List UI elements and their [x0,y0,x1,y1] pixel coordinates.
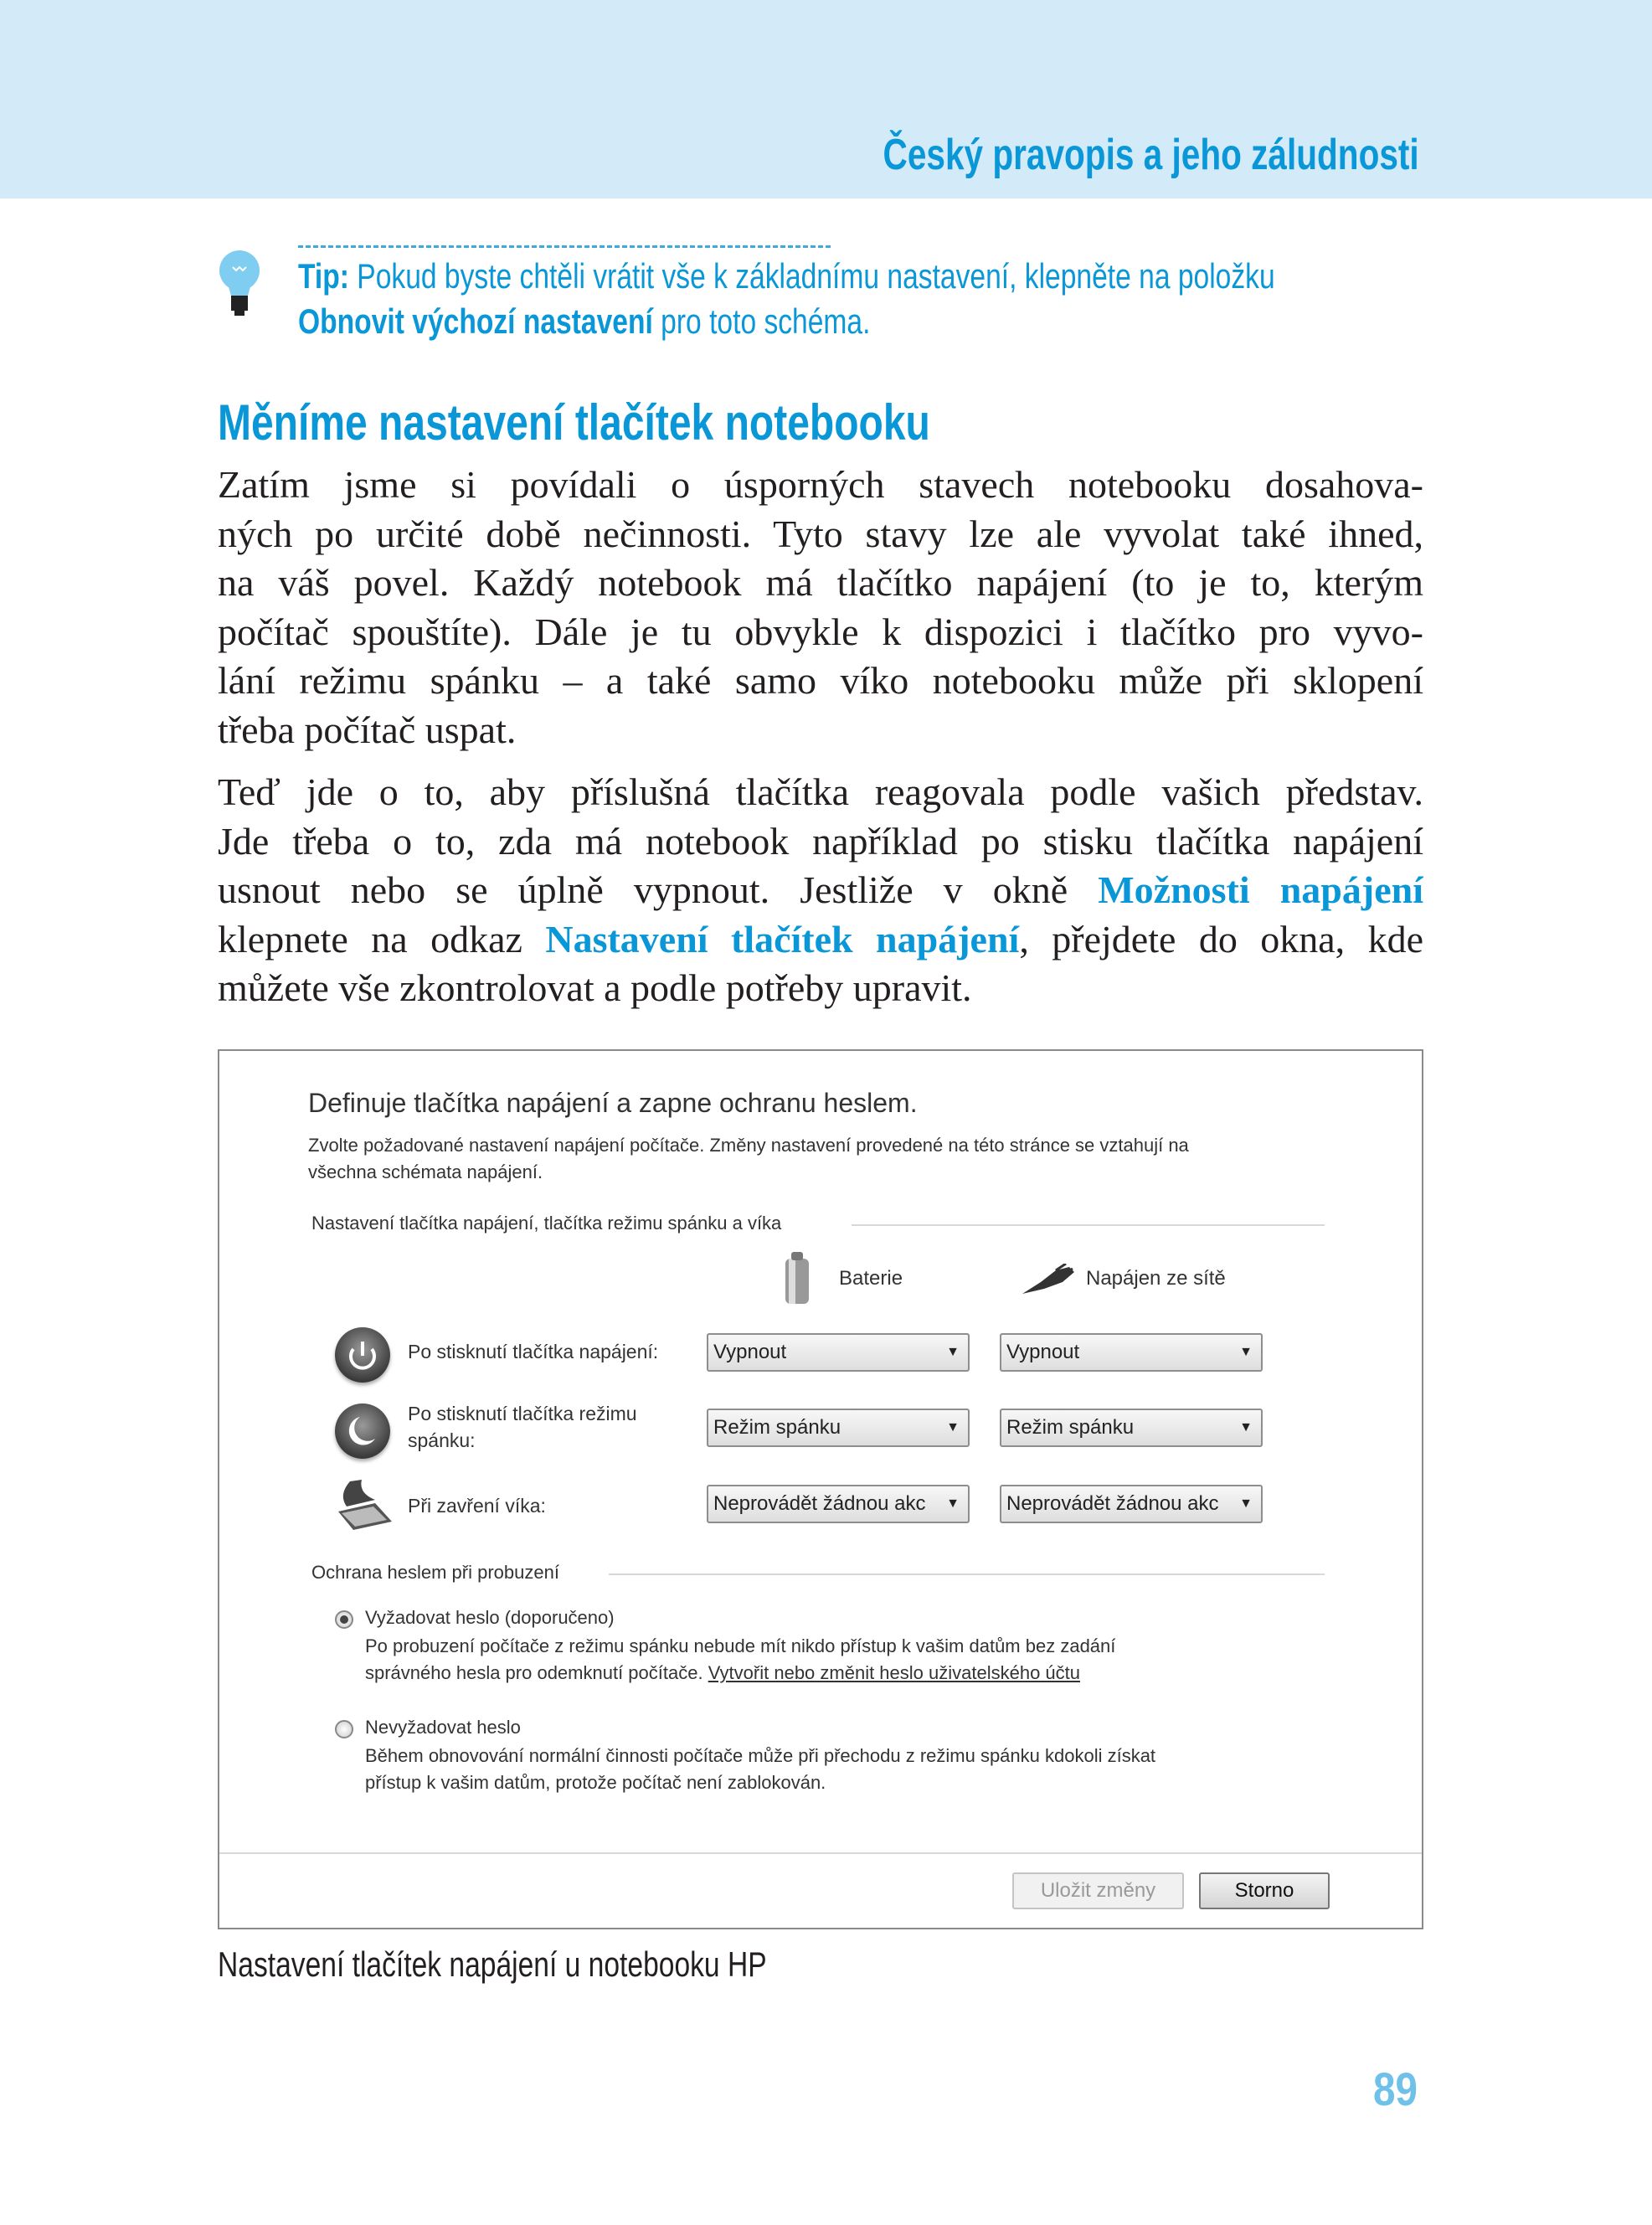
footer-divider [219,1852,1422,1854]
battery-icon [780,1250,814,1306]
text-line: Jde třeba o to, zda má notebook například po stisku tlačítka napájení [218,819,1423,863]
running-header-title: Český pravopis a jeho záludnosti [883,131,1419,179]
paragraph-2 [218,768,1423,1013]
dropdown-value: Vypnout [1006,1341,1080,1363]
battery-column-label: Baterie [839,1267,903,1290]
require-password-label[interactable]: Vyžadovat heslo (doporučeno) [365,1607,615,1628]
section-password-header: Ochrana heslem při probuzení [311,1562,559,1583]
window-title: Definuje tlačítka napájení a zapne ochranu heslem. [308,1088,918,1118]
tip-bold: Obnovit výchozí nastavení [298,301,653,341]
sleep-button-icon [335,1404,390,1459]
dropdown-value: Režim spánku [713,1416,841,1439]
text-line: počítač spouštíte). Dále je tu obvykle k dispozici i tlačítko pro vyvo- [218,610,1423,653]
section-buttons-header: Nastavení tlačítka napájení, tlačítka režimu spánku a víka [311,1213,782,1234]
no-password-radio[interactable] [335,1720,353,1738]
dropdown-value: Neprovádět žádnou akc [713,1492,926,1515]
sleep-button-label-2: spánku: [408,1429,476,1451]
text-line: Zatím jsme si povídali o úsporných stavech notebooku dosahova- [218,463,1423,506]
text: , přejdete do okna, kde [1019,917,1423,961]
text-line: můžete vše zkontrolovat a podle potřeby upravit. [218,966,972,1009]
cancel-button[interactable]: Storno [1199,1872,1330,1909]
no-password-desc: Během obnovování normální činnosti počítače může při přechodu z režimu spánku kdokoli získat [365,1745,1156,1766]
text: správného hesla pro odemknutí počítače. [365,1662,708,1683]
save-changes-button[interactable]: Uložit změny [1012,1872,1184,1909]
power-options-link: Možnosti napájení [1098,868,1423,911]
description-line: všechna schémata napájení. [308,1161,543,1182]
chevron-down-icon: ▼ [1239,1420,1253,1434]
text-line: Teď jde o to, aby příslušná tlačítka reagovala podle vašich představ. [218,770,1423,813]
power-settings-screenshot [218,1049,1423,1929]
tip-label: Tip: [298,256,349,296]
paragraph-1 [218,461,1423,755]
description-line: Zvolte požadované nastavení napájení počítače. Změny nastavení provedené na této stránce se vztahují na [308,1135,1189,1156]
no-password-desc-2: přístup k vašim datům, protože počítač není zablokován. [365,1772,826,1793]
text: usnout nebo se úplně vypnout. Jestliže v okně [218,868,1099,911]
chevron-down-icon: ▼ [1239,1345,1253,1359]
require-password-desc: Po probuzení počítače z režimu spánku nebude mít nikdo přístup k vašim datům bez zadání [365,1635,1116,1656]
power-button-battery-dropdown[interactable] [707,1333,970,1372]
text-line: lání režimu spánku – a také samo víko notebooku může při sklopení [218,659,1423,702]
sleep-button-ac-dropdown[interactable] [1000,1409,1263,1447]
power-button-ac-dropdown[interactable] [1000,1333,1263,1372]
tip-text-2: pro toto schéma. [652,301,871,341]
lid-close-ac-dropdown[interactable] [1000,1485,1263,1523]
text: klepnete na odkaz [218,917,546,961]
sleep-button-battery-dropdown[interactable] [707,1409,970,1447]
tip-divider [298,245,831,248]
figure-caption: Nastavení tlačítek napájení u notebooku HP [218,1944,767,1984]
require-password-desc-2 [365,1662,1080,1684]
power-button-icon [335,1327,390,1383]
text-line [218,915,1423,965]
dropdown-value: Vypnout [713,1341,787,1363]
chevron-down-icon: ▼ [946,1345,960,1359]
laptop-lid-icon [333,1478,394,1532]
lightbulb-icon [216,249,263,319]
no-password-label[interactable]: Nevyžadovat heslo [365,1717,521,1738]
chevron-down-icon: ▼ [1239,1496,1253,1511]
dropdown-value: Neprovádět žádnou akc [1006,1492,1219,1515]
require-password-radio[interactable] [335,1610,353,1629]
text-line: na váš povel. Každý notebook má tlačítko napájení (to je to, kterým [218,561,1423,604]
page-number: 89 [1373,2063,1418,2115]
section-heading: Měníme nastavení tlačítek notebooku [218,394,930,451]
ac-column-label: Napájen ze sítě [1086,1267,1226,1290]
chevron-down-icon: ▼ [946,1496,960,1511]
sleep-button-label: Po stisknutí tlačítka režimu [408,1403,637,1424]
section-divider [609,1573,1325,1575]
chevron-down-icon: ▼ [946,1420,960,1434]
change-password-link[interactable]: Vytvořit nebo změnit heslo uživatelského účtu [708,1662,1081,1683]
section-divider [852,1224,1325,1226]
power-plug-icon [1019,1264,1078,1297]
tip-text-1: Pokud byste chtěli vrátit vše k základnímu nastavení, klepněte na položku [348,256,1275,296]
text-line [218,866,1423,915]
lid-close-label: Při zavření víka: [408,1495,546,1517]
dropdown-value: Režim spánku [1006,1416,1135,1439]
lid-close-battery-dropdown[interactable] [707,1485,970,1523]
power-buttons-link: Nastavení tlačítek napájení [545,917,1020,961]
tip-text [298,254,1275,344]
text-line: třeba počítač uspat. [218,708,517,751]
power-button-label: Po stisknutí tlačítka napájení: [408,1341,659,1362]
text-line: ných po určité době nečinnosti. Tyto stavy lze ale vyvolat také ihned, [218,512,1423,555]
